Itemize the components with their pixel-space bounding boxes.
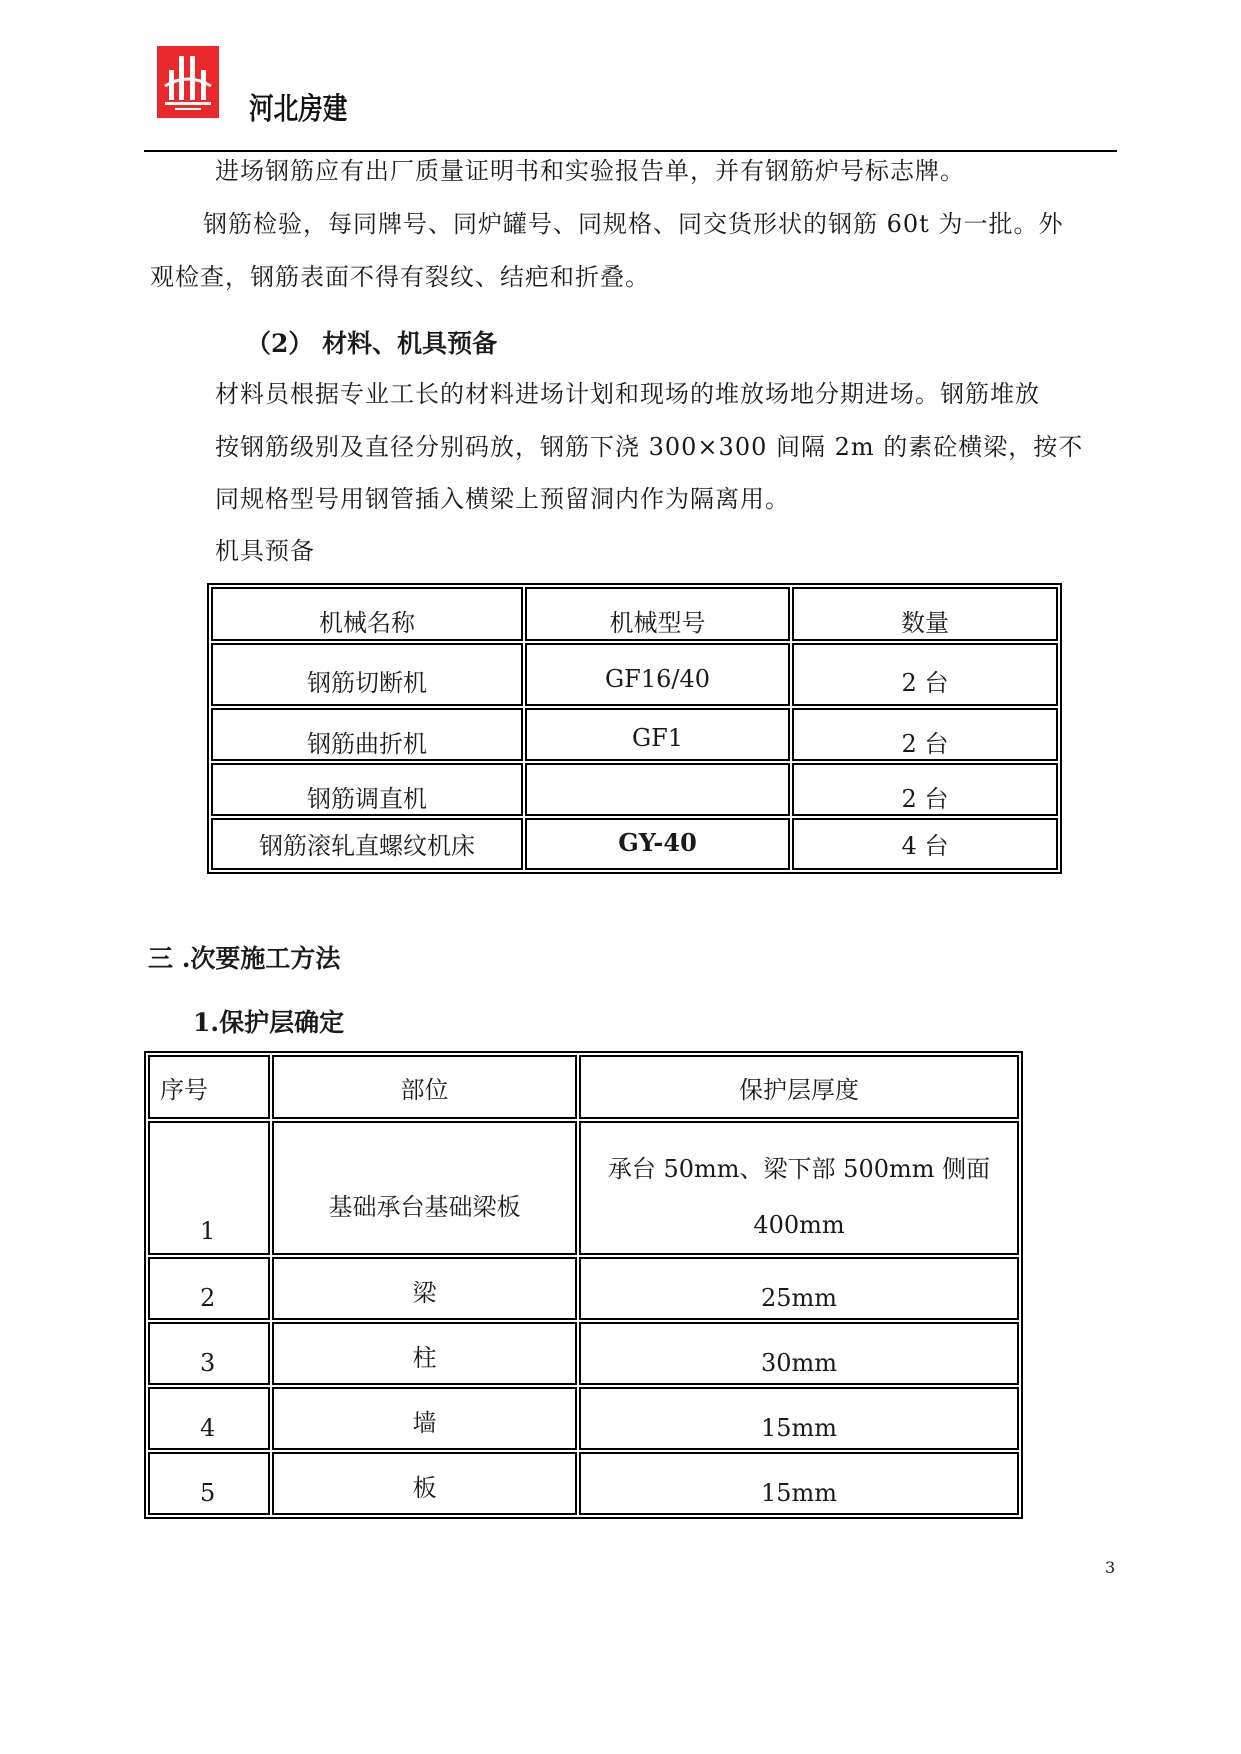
table-cell-location: 基础承台基础梁板 bbox=[272, 1121, 577, 1255]
table-cell-index: 4 bbox=[148, 1387, 270, 1450]
table-row bbox=[148, 1322, 1019, 1385]
table-cell: 2 台 bbox=[792, 643, 1058, 706]
page-number: 3 bbox=[1105, 1558, 1116, 1577]
table-cell: 钢筋曲折机 bbox=[211, 708, 523, 761]
table-cell: GY-40 bbox=[525, 818, 790, 870]
paragraph-materials-line2: 按钢筋级别及直径分别码放，钢筋下浇 300×300 间隔 2m 的素砼横梁，按不 bbox=[215, 433, 1084, 461]
header-cell-location: 部位 bbox=[272, 1055, 577, 1119]
table-cell-index: 5 bbox=[148, 1452, 270, 1515]
table-cell bbox=[525, 763, 790, 816]
paragraph-materials-line1: 材料员根据专业工长的材料进场计划和现场的堆放场地分期进场。钢筋堆放 bbox=[215, 380, 1040, 408]
table-row bbox=[211, 708, 1058, 761]
tools-label: 机具预备 bbox=[215, 537, 315, 565]
table-cell: 4 台 bbox=[792, 818, 1058, 870]
table-row bbox=[148, 1121, 1019, 1255]
table-row bbox=[211, 818, 1058, 870]
table-row bbox=[148, 1257, 1019, 1320]
section-heading-secondary-methods: 三 .次要施工方法 bbox=[148, 944, 341, 973]
logo-building-icon bbox=[157, 46, 219, 118]
table-cell: 钢筋调直机 bbox=[211, 763, 523, 816]
company-name: 河北房建 bbox=[249, 92, 348, 127]
paragraph-steel-inspection-line2: 观检查，钢筋表面不得有裂纹、结疤和折叠。 bbox=[150, 263, 650, 291]
table-cell-location: 柱 bbox=[272, 1322, 577, 1385]
table-cell-location: 板 bbox=[272, 1452, 577, 1515]
table-row bbox=[148, 1387, 1019, 1450]
table-cell-index: 3 bbox=[148, 1322, 270, 1385]
table-cell-thickness: 15mm bbox=[579, 1387, 1019, 1450]
table-row bbox=[211, 763, 1058, 816]
header-cell-index: 序号 bbox=[148, 1055, 270, 1119]
table-cell: 钢筋切断机 bbox=[211, 643, 523, 706]
thickness-line1: 承台 50mm、梁下部 500mm 侧面 bbox=[607, 1155, 991, 1183]
table-cell: GF16/40 bbox=[525, 643, 790, 706]
paragraph-steel-inspection-line1: 钢筋检验，每同牌号、同炉罐号、同规格、同交货形状的钢筋 60t 为一批。外 bbox=[203, 210, 1064, 238]
table-header-row bbox=[148, 1055, 1019, 1119]
table-cell-thickness: 30mm bbox=[579, 1322, 1019, 1385]
table-cell-index: 2 bbox=[148, 1257, 270, 1320]
header-cell-machine-model: 机械型号 bbox=[525, 587, 790, 641]
table-cell-thickness: 15mm bbox=[579, 1452, 1019, 1515]
table-cell: 钢筋滚轧直螺纹机床 bbox=[211, 818, 523, 870]
table-cell: 2 台 bbox=[792, 763, 1058, 816]
header-cell-quantity: 数量 bbox=[792, 587, 1058, 641]
cover-thickness-table bbox=[144, 1051, 1023, 1519]
company-logo bbox=[157, 46, 219, 118]
table-cell-location: 梁 bbox=[272, 1257, 577, 1320]
sub-heading-materials: （2） 材料、机具预备 bbox=[246, 329, 498, 358]
table-cell: 2 台 bbox=[792, 708, 1058, 761]
table-cell: GF1 bbox=[525, 708, 790, 761]
table-cell-thickness bbox=[579, 1121, 1019, 1255]
table-cell-index: 1 bbox=[148, 1121, 270, 1255]
table-cell-location: 墙 bbox=[272, 1387, 577, 1450]
header-divider bbox=[144, 150, 1117, 152]
table-cell-thickness: 25mm bbox=[579, 1257, 1019, 1320]
paragraph-materials-line3: 同规格型号用钢管插入横梁上预留洞内作为隔离用。 bbox=[215, 485, 790, 513]
table-row bbox=[211, 643, 1058, 706]
header-cell-machine-name: 机械名称 bbox=[211, 587, 523, 641]
tools-table bbox=[207, 583, 1062, 874]
table-row bbox=[148, 1452, 1019, 1515]
table-header-row bbox=[211, 587, 1058, 641]
thickness-line2: 400mm bbox=[753, 1211, 845, 1239]
paragraph-steel-certificate: 进场钢筋应有出厂质量证明书和实验报告单，并有钢筋炉号标志牌。 bbox=[215, 157, 965, 185]
sub-heading-cover-thickness: 1.保护层确定 bbox=[193, 1008, 345, 1037]
header-cell-cover-thickness: 保护层厚度 bbox=[579, 1055, 1019, 1119]
